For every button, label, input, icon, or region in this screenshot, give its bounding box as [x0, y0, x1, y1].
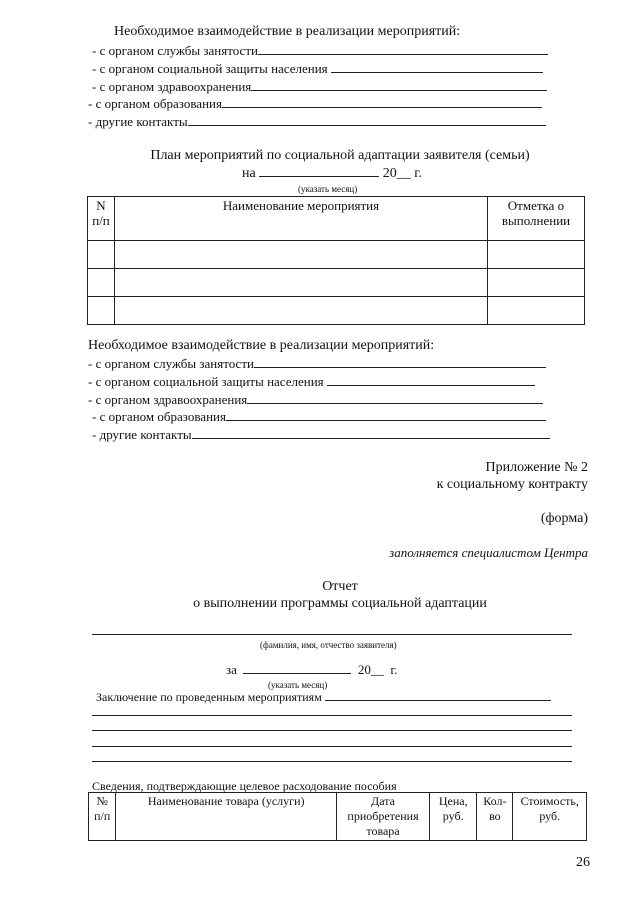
- report-month-hint: (указать месяц): [268, 680, 328, 690]
- table-row: [88, 241, 585, 269]
- expense-table: [88, 792, 587, 841]
- section2-item-other: - другие контакты: [92, 426, 550, 443]
- expense-col-qty: Кол-во: [477, 793, 513, 841]
- name-line: [92, 634, 572, 635]
- report-name-hint: (фамилия, имя, отчество заявителя): [260, 640, 397, 650]
- table-row: [88, 297, 585, 325]
- section2-item-social: - с органом социальной защиты населения: [88, 373, 535, 390]
- conclusion-line: [92, 746, 572, 747]
- appendix-contract: к социальному контракту: [436, 477, 588, 492]
- conclusion-line: [92, 761, 572, 762]
- expense-col-cost: Стоимость, руб.: [513, 793, 587, 841]
- plan-table: [87, 196, 585, 325]
- report-subtitle: о выполнении программы социальной адаптации: [193, 596, 487, 611]
- report-conclusion: Заключение по проведенным мероприятиям: [96, 688, 551, 705]
- report-expense-label: Сведения, подтверждающие целевое расходование пособия: [92, 779, 397, 793]
- plan-title: План мероприятий по социальной адаптации заявителя (семьи): [150, 148, 530, 163]
- expense-col-price: Цена, руб.: [430, 793, 477, 841]
- conclusion-line: [92, 730, 572, 731]
- section1-item-other: - другие контакты: [88, 113, 546, 130]
- plan-col-name: Наименование мероприятия: [115, 197, 488, 241]
- expense-col-name: Наименование товара (услуги): [116, 793, 336, 841]
- plan-month-hint: (указать месяц): [298, 184, 358, 194]
- section2-heading: Необходимое взаимодействие в реализации мероприятий:: [88, 338, 435, 353]
- report-title: Отчет: [322, 579, 358, 594]
- plan-col-num: N п/п: [88, 197, 115, 241]
- plan-period: на 20__ г.: [242, 166, 422, 181]
- section1-item-employment: - с органом службы занятости: [92, 42, 548, 59]
- expense-col-num: № п/п: [89, 793, 116, 841]
- section1-item-social: - с органом социальной защиты населения: [92, 60, 543, 77]
- section1-heading: Необходимое взаимодействие в реализации мероприятий:: [114, 24, 461, 39]
- section2-item-employment: - с органом службы занятости: [88, 355, 546, 372]
- section1-item-health: - с органом здравоохранения: [92, 78, 547, 95]
- section1-item-education: - с органом образования: [88, 95, 542, 112]
- appendix-form: (форма): [540, 511, 588, 526]
- table-row: [88, 269, 585, 297]
- conclusion-line: [92, 715, 572, 716]
- appendix-number: Приложение № 2: [485, 460, 588, 475]
- page-number: 26: [576, 855, 590, 870]
- appendix-filled-by: заполняется специалистом Центра: [389, 545, 588, 560]
- plan-col-mark: Отметка о выполнении: [488, 197, 585, 241]
- section2-item-health: - с органом здравоохранения: [88, 391, 543, 408]
- section2-item-education: - с органом образования: [92, 408, 546, 425]
- report-period: за 20__ г.: [226, 662, 398, 677]
- expense-col-date: Дата приобретения товара: [336, 793, 429, 841]
